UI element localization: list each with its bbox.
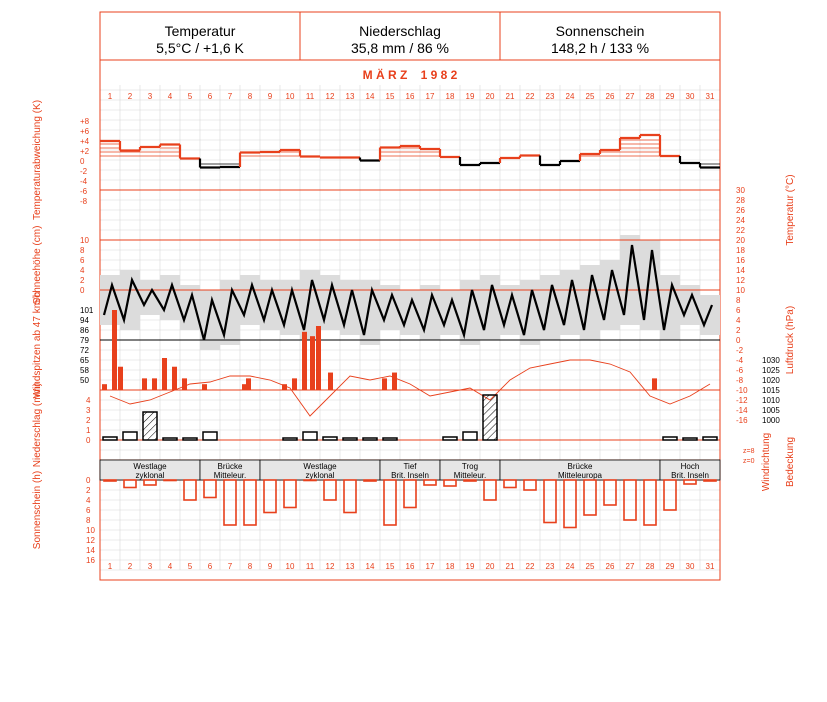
day-label-bottom: 10 [285, 562, 295, 571]
day-label-top: 25 [585, 92, 595, 101]
sunshine-bar [144, 480, 156, 485]
wind-gust-bar [302, 332, 307, 390]
tick-temperature: 30 [736, 186, 745, 195]
day-label-top: 21 [505, 92, 515, 101]
tick-precip: 3 [86, 406, 91, 415]
wind-gust-bar [152, 378, 157, 390]
day-label-bottom: 12 [325, 562, 335, 571]
wind-gust-bar [652, 378, 657, 390]
weather-type-sublabel: Mitteleur. [453, 471, 487, 480]
tick-pressure: 1010 [762, 396, 780, 405]
precip-bar [183, 438, 197, 440]
tick-temperature: 10 [736, 286, 745, 295]
wind-gust-bar [102, 384, 107, 390]
wind-gust-bar [316, 326, 321, 390]
sunshine-bar [704, 480, 716, 481]
day-label-bottom: 3 [147, 562, 153, 571]
tick-temp-dev: +6 [80, 127, 90, 136]
temp-band-bar [180, 285, 200, 330]
tick-temperature: -6 [736, 366, 744, 375]
tick-sunshine: 8 [86, 516, 91, 525]
tick-snow: 8 [80, 246, 85, 255]
wind-gust-bar [182, 378, 187, 390]
axis-label-cloud-cover: Bedeckung [785, 436, 796, 488]
day-label-top: 11 [305, 92, 315, 101]
axis-label-precip: Niederschlag (mm) [32, 382, 43, 468]
day-label-bottom: 18 [445, 562, 455, 571]
day-label-top: 19 [465, 92, 475, 101]
sunshine-bar [344, 480, 356, 513]
temp-band-bar [120, 270, 140, 330]
day-label-bottom: 5 [187, 562, 193, 571]
axis-label-temperature: Temperatur (°C) [785, 174, 796, 246]
precip-bar [683, 438, 697, 440]
tick-sunshine: 16 [86, 556, 95, 565]
tick-snow: 0 [80, 286, 85, 295]
tick-precip: 1 [86, 426, 91, 435]
tick-temperature: -8 [736, 376, 744, 385]
sunshine-bar [364, 480, 376, 481]
tick-temp-dev: -6 [80, 187, 88, 196]
tick-temperature: 22 [736, 226, 745, 235]
sunshine-bar [684, 480, 696, 484]
day-label-bottom: 7 [227, 562, 233, 571]
precip-bar [123, 432, 137, 440]
day-label-bottom: 26 [605, 562, 615, 571]
day-label-bottom: 22 [525, 562, 535, 571]
tick-temp-dev: -8 [80, 197, 88, 206]
weather-type-label: Westlage [133, 462, 167, 471]
tick-temperature: 18 [736, 246, 745, 255]
tick-temp-dev: -4 [80, 177, 88, 186]
weather-type-sublabel: Mitteleuropa [557, 471, 603, 480]
weather-type-label: Hoch [680, 462, 700, 471]
wind-gust-bar [310, 336, 315, 390]
weather-type-label: Westlage [303, 462, 337, 471]
sunshine-bar [404, 480, 416, 508]
tick-temperature: -16 [736, 416, 748, 425]
weather-type-sublabel: Brit. Inseln [671, 471, 709, 480]
tick-temperature: -4 [736, 356, 744, 365]
tick-temperature: -12 [736, 396, 748, 405]
tick-precip: 2 [86, 416, 91, 425]
sunshine-bar [104, 480, 116, 481]
precip-bar [163, 438, 177, 440]
wind-gust-bar [292, 378, 297, 390]
weather-type-row [100, 460, 720, 480]
day-label-top: 17 [425, 92, 435, 101]
sunshine-bar [384, 480, 396, 525]
temp-band-bar [700, 295, 720, 335]
day-label-top: 9 [267, 92, 273, 101]
weather-type-sublabel: Mitteleur. [213, 471, 247, 480]
precip-bar [203, 432, 217, 440]
tick-temperature: 14 [736, 266, 745, 275]
tick-pressure: 1000 [762, 416, 780, 425]
tick-pressure: 1025 [762, 366, 780, 375]
precip-bar [383, 438, 397, 440]
wind-gust-bar [118, 367, 123, 390]
wind-gust-bar [328, 373, 333, 390]
day-label-bottom: 20 [485, 562, 495, 571]
tick-temperature: -10 [736, 386, 748, 395]
weather-type-label: Trog [461, 462, 479, 471]
axis-label-wind: Windspitzen ab 47 km/h [32, 291, 43, 399]
tick-temperature: 26 [736, 206, 745, 215]
day-label-top: 16 [405, 92, 415, 101]
header-temperature-value: 5,5°C / +1,6 K [156, 40, 244, 56]
day-label-top: 7 [227, 92, 233, 101]
tick-wind: 50 [80, 376, 89, 385]
tick-temperature: 8 [736, 296, 741, 305]
wind-gust-bar [202, 384, 207, 390]
precip-bar [143, 412, 157, 440]
wind-gust-bar [246, 378, 251, 390]
tick-wind: 94 [80, 316, 89, 325]
tick-temp-dev: +8 [80, 117, 90, 126]
tick-sunshine: 12 [86, 536, 95, 545]
day-label-bottom: 1 [107, 562, 113, 571]
sunshine-bar [284, 480, 296, 508]
day-label-top: 15 [385, 92, 395, 101]
sunshine-bar [604, 480, 616, 505]
day-label-top: 30 [685, 92, 695, 101]
tick-pressure: 1005 [762, 406, 780, 415]
day-label-top: 31 [705, 92, 715, 101]
sunshine-bar [664, 480, 676, 510]
day-label-top: 8 [247, 92, 253, 101]
tick-temperature: 24 [736, 216, 745, 225]
day-label-bottom: 28 [645, 562, 655, 571]
temp-band-bar [200, 290, 220, 350]
tick-wind: 72 [80, 346, 89, 355]
tick-sunshine: 0 [86, 476, 91, 485]
day-label-top: 18 [445, 92, 455, 101]
day-label-bottom: 29 [665, 562, 675, 571]
tick-precip: 4 [86, 396, 91, 405]
right-axis-ticks [736, 186, 780, 425]
tick-temperature: 6 [736, 306, 741, 315]
day-label-top: 26 [605, 92, 615, 101]
precip-bar [303, 432, 317, 440]
sunshine-bar [304, 480, 316, 481]
tick-temp-dev: +4 [80, 137, 90, 146]
tick-wind: 58 [80, 366, 89, 375]
month-title: M Ä R Z 1 9 8 2 [362, 68, 458, 82]
day-label-top: 6 [207, 92, 213, 101]
sunshine-bar [224, 480, 236, 525]
tick-temperature: 20 [736, 236, 745, 245]
sunshine-bar [204, 480, 216, 498]
tick-snow: 2 [80, 276, 85, 285]
tick-pressure: 1015 [762, 386, 780, 395]
sunshine-bar [524, 480, 536, 490]
day-label-bottom: 24 [565, 562, 575, 571]
precip-bar [463, 432, 477, 440]
day-label-top: 2 [127, 92, 133, 101]
axis-label-wind-direction: Windrichtung [761, 432, 772, 492]
day-label-bottom: 9 [267, 562, 273, 571]
tick-temperature: 0 [736, 336, 741, 345]
day-label-bottom: 30 [685, 562, 695, 571]
tick-temperature: 12 [736, 276, 745, 285]
sunshine-bar [164, 480, 176, 481]
sunshine-bar [244, 480, 256, 525]
sunshine-bar [564, 480, 576, 528]
day-label-bottom: 16 [405, 562, 415, 571]
tick-wind: 101 [80, 306, 94, 315]
temp-band-bar [420, 285, 440, 340]
tick-temp-dev: -2 [80, 167, 88, 176]
tick-wind: 86 [80, 326, 89, 335]
axis-label-snow: Schneehöhe (cm) [32, 225, 43, 305]
wind-gust-bar [382, 378, 387, 390]
day-label-bottom: 27 [625, 562, 635, 571]
day-label-bottom: 2 [127, 562, 133, 571]
tick-sunshine: 14 [86, 546, 95, 555]
wind-gust-bar [392, 373, 397, 390]
sunshine-bar [464, 480, 476, 481]
tick-snow: 4 [80, 266, 85, 275]
day-label-bottom: 13 [345, 562, 355, 571]
left-axis-ticks [80, 117, 95, 565]
weather-type-label: Brücke [567, 462, 593, 471]
day-label-top: 4 [167, 92, 173, 101]
tick-pressure: 1020 [762, 376, 780, 385]
day-label-bottom: 19 [465, 562, 475, 571]
wind-gust-bar [142, 378, 147, 390]
tick-sunshine: 2 [86, 486, 91, 495]
header-temperature-title: Temperatur [164, 23, 236, 39]
day-label-top: 10 [285, 92, 295, 101]
day-label-bottom: 31 [705, 562, 715, 571]
day-label-bottom: 11 [305, 562, 315, 571]
day-label-bottom: 21 [505, 562, 515, 571]
axis-label-temp-deviation: Temperaturabweichung (K) [32, 99, 43, 221]
precip-bar [343, 438, 357, 440]
sunshine-bar [644, 480, 656, 525]
day-label-bottom: 8 [247, 562, 253, 571]
wind-gust-bar [162, 358, 167, 390]
day-label-top: 3 [147, 92, 153, 101]
header-precipitation-value: 35,8 mm / 86 % [350, 40, 450, 56]
tick-temp-dev: 0 [80, 157, 85, 166]
header-precipitation-title: Niederschlag [359, 23, 441, 39]
precip-bar [103, 437, 117, 440]
wind-gust-bar [112, 310, 117, 390]
precip-bar [663, 437, 677, 440]
tick-temperature: 2 [736, 326, 741, 335]
sunshine-bar [544, 480, 556, 523]
wind-gust-bar [172, 367, 177, 390]
temp-band-bar [660, 275, 680, 340]
label-z8: z=8 [743, 448, 755, 455]
day-label-bottom: 25 [585, 562, 595, 571]
tick-sunshine: 6 [86, 506, 91, 515]
day-label-top: 13 [345, 92, 355, 101]
precip-bar [323, 437, 337, 440]
tick-temp-dev: +2 [80, 147, 90, 156]
day-label-top: 5 [187, 92, 193, 101]
sunshine-bar [424, 480, 436, 485]
tick-sunshine: 10 [86, 526, 95, 535]
day-label-bottom: 4 [167, 562, 173, 571]
precip-bar [703, 437, 717, 440]
tick-pressure: 1030 [762, 356, 780, 365]
sunshine-bar [264, 480, 276, 513]
axis-label-pressure: Luftdruck (hPa) [785, 305, 796, 375]
precip-bar [283, 438, 297, 440]
weather-type-sublabel: Brit. Inseln [391, 471, 429, 480]
precip-bar [363, 438, 377, 440]
day-labels-bottom [108, 562, 715, 571]
day-label-bottom: 15 [385, 562, 395, 571]
day-label-top: 1 [107, 92, 113, 101]
day-label-top: 23 [545, 92, 555, 101]
day-labels-top [108, 92, 715, 101]
sunshine-series [104, 480, 716, 528]
day-label-top: 28 [645, 92, 655, 101]
tick-temperature: -2 [736, 346, 744, 355]
tick-snow: 10 [80, 236, 89, 245]
weather-type-label: Brücke [217, 462, 243, 471]
weather-type-sublabel: zyklonal [305, 471, 335, 480]
day-label-top: 12 [325, 92, 335, 101]
day-label-bottom: 14 [365, 562, 375, 571]
day-label-top: 22 [525, 92, 535, 101]
weather-type-sublabel: zyklonal [135, 471, 165, 480]
day-label-top: 29 [665, 92, 675, 101]
header-sunshine-title: Sonnenschein [555, 23, 645, 39]
sunshine-bar [504, 480, 516, 488]
day-label-top: 14 [365, 92, 375, 101]
tick-wind: 79 [80, 336, 89, 345]
sunshine-bar [124, 480, 136, 488]
tick-sunshine: 4 [86, 496, 91, 505]
day-label-top: 24 [565, 92, 575, 101]
precip-bar [483, 395, 497, 440]
tick-precip: 0 [86, 436, 91, 445]
sunshine-bar [444, 480, 456, 486]
day-label-bottom: 17 [425, 562, 435, 571]
weather-type-label: Tief [403, 462, 417, 471]
day-label-bottom: 6 [207, 562, 213, 571]
tick-snow: 6 [80, 256, 85, 265]
tick-temperature: 16 [736, 256, 745, 265]
axis-label-sunshine: Sonnenschein (h) [32, 470, 43, 550]
day-label-top: 20 [485, 92, 495, 101]
day-label-top: 27 [625, 92, 635, 101]
day-label-bottom: 23 [545, 562, 555, 571]
precip-bar [443, 437, 457, 440]
header-sunshine-value: 148,2 h / 133 % [550, 40, 650, 56]
tick-temperature: -14 [736, 406, 748, 415]
tick-wind: 65 [80, 356, 89, 365]
tick-temperature: 28 [736, 196, 745, 205]
tick-temperature: 4 [736, 316, 741, 325]
label-z0: z=0 [743, 458, 755, 465]
precipitation-series [103, 395, 717, 440]
